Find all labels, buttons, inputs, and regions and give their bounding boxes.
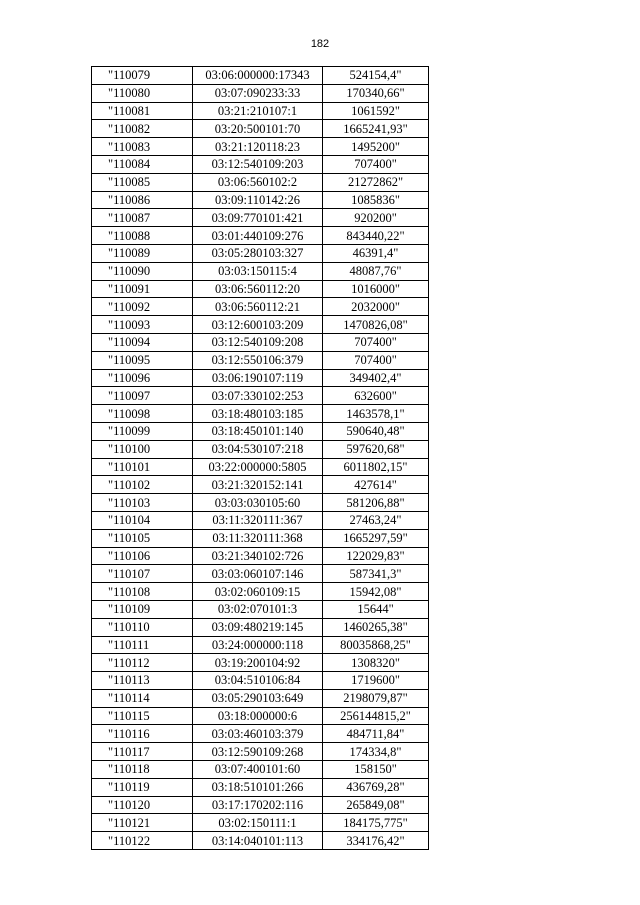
table-row: [92, 351, 429, 369]
table-row: [92, 227, 429, 245]
value-cell: 1719600": [323, 672, 429, 690]
cadastral-number-cell: 03:21:120118:23: [193, 138, 323, 156]
table-row: [92, 387, 429, 405]
row-id-cell: "110097: [92, 387, 193, 405]
table-row: [92, 672, 429, 690]
row-id-cell: "110122: [92, 832, 193, 850]
value-cell: 265849,08": [323, 796, 429, 814]
value-cell: 2198079,87": [323, 689, 429, 707]
cadastral-number-cell: 03:06:560112:21: [193, 298, 323, 316]
row-id-cell: "110103: [92, 494, 193, 512]
table-row: [92, 316, 429, 334]
table-row: [92, 102, 429, 120]
row-id-cell: "110121: [92, 814, 193, 832]
value-cell: 15942,08": [323, 583, 429, 601]
row-id-cell: "110115: [92, 707, 193, 725]
table-row: [92, 209, 429, 227]
table-row: [92, 333, 429, 351]
table-row: [92, 280, 429, 298]
value-cell: 80035868,25": [323, 636, 429, 654]
table-row: [92, 743, 429, 761]
value-cell: 334176,42": [323, 832, 429, 850]
cadastral-number-cell: 03:07:400101:60: [193, 761, 323, 779]
data-table: [91, 66, 429, 850]
cadastral-number-cell: 03:02:070101:3: [193, 600, 323, 618]
row-id-cell: "110081: [92, 102, 193, 120]
value-cell: 48087,76": [323, 262, 429, 280]
cadastral-number-cell: 03:14:040101:113: [193, 832, 323, 850]
table-row: [92, 618, 429, 636]
table-row: [92, 654, 429, 672]
value-cell: 1665297,59": [323, 529, 429, 547]
row-id-cell: "110095: [92, 351, 193, 369]
value-cell: 27463,24": [323, 511, 429, 529]
table-row: [92, 778, 429, 796]
cadastral-number-cell: 03:03:460103:379: [193, 725, 323, 743]
row-id-cell: "110112: [92, 654, 193, 672]
row-id-cell: "110082: [92, 120, 193, 138]
value-cell: 170340,66": [323, 84, 429, 102]
table-row: [92, 511, 429, 529]
value-cell: 1308320": [323, 654, 429, 672]
value-cell: 349402,4": [323, 369, 429, 387]
row-id-cell: "110079: [92, 67, 193, 85]
cadastral-number-cell: 03:12:590109:268: [193, 743, 323, 761]
cadastral-number-cell: 03:09:480219:145: [193, 618, 323, 636]
row-id-cell: "110117: [92, 743, 193, 761]
row-id-cell: "110116: [92, 725, 193, 743]
row-id-cell: "110085: [92, 173, 193, 191]
value-cell: 707400": [323, 351, 429, 369]
row-id-cell: "110089: [92, 244, 193, 262]
value-cell: 581206,88": [323, 494, 429, 512]
cadastral-number-cell: 03:12:540109:203: [193, 155, 323, 173]
value-cell: 707400": [323, 155, 429, 173]
table-row: [92, 583, 429, 601]
value-cell: 484711,84": [323, 725, 429, 743]
table-row: [92, 796, 429, 814]
row-id-cell: "110118: [92, 761, 193, 779]
table-row: [92, 565, 429, 583]
row-id-cell: "110120: [92, 796, 193, 814]
value-cell: 1460265,38": [323, 618, 429, 636]
cadastral-number-cell: 03:03:060107:146: [193, 565, 323, 583]
value-cell: 427614": [323, 476, 429, 494]
value-cell: 174334,8": [323, 743, 429, 761]
row-id-cell: "110110: [92, 618, 193, 636]
table-row: [92, 405, 429, 423]
cadastral-number-cell: 03:12:540109:208: [193, 333, 323, 351]
row-id-cell: "110093: [92, 316, 193, 334]
row-id-cell: "110105: [92, 529, 193, 547]
cadastral-number-cell: 03:05:280103:327: [193, 244, 323, 262]
cadastral-number-cell: 03:04:510106:84: [193, 672, 323, 690]
cadastral-number-cell: 03:02:150111:1: [193, 814, 323, 832]
row-id-cell: "110080: [92, 84, 193, 102]
cadastral-number-cell: 03:18:510101:266: [193, 778, 323, 796]
table-row: [92, 84, 429, 102]
cadastral-number-cell: 03:07:330102:253: [193, 387, 323, 405]
value-cell: 920200": [323, 209, 429, 227]
table-row: [92, 298, 429, 316]
cadastral-number-cell: 03:24:000000:118: [193, 636, 323, 654]
value-cell: 436769,28": [323, 778, 429, 796]
value-cell: 15644": [323, 600, 429, 618]
cadastral-number-cell: 03:07:090233:33: [193, 84, 323, 102]
table-row: [92, 173, 429, 191]
cadastral-number-cell: 03:21:210107:1: [193, 102, 323, 120]
table-row: [92, 707, 429, 725]
value-cell: 587341,3": [323, 565, 429, 583]
value-cell: 597620,68": [323, 440, 429, 458]
row-id-cell: "110096: [92, 369, 193, 387]
cadastral-number-cell: 03:01:440109:276: [193, 227, 323, 245]
cadastral-number-cell: 03:12:550106:379: [193, 351, 323, 369]
row-id-cell: "110088: [92, 227, 193, 245]
cadastral-number-cell: 03:11:320111:368: [193, 529, 323, 547]
value-cell: 632600": [323, 387, 429, 405]
table-row: [92, 725, 429, 743]
row-id-cell: "110094: [92, 333, 193, 351]
value-cell: 46391,4": [323, 244, 429, 262]
value-cell: 1061592": [323, 102, 429, 120]
row-id-cell: "110084: [92, 155, 193, 173]
value-cell: 1016000": [323, 280, 429, 298]
table-row: [92, 422, 429, 440]
value-cell: 256144815,2": [323, 707, 429, 725]
row-id-cell: "110109: [92, 600, 193, 618]
table-row: [92, 636, 429, 654]
cadastral-number-cell: 03:04:530107:218: [193, 440, 323, 458]
cadastral-number-cell: 03:06:560112:20: [193, 280, 323, 298]
row-id-cell: "110113: [92, 672, 193, 690]
table-row: [92, 832, 429, 850]
table-row: [92, 458, 429, 476]
value-cell: 2032000": [323, 298, 429, 316]
cadastral-number-cell: 03:09:110142:26: [193, 191, 323, 209]
cadastral-number-cell: 03:18:480103:185: [193, 405, 323, 423]
row-id-cell: "110100: [92, 440, 193, 458]
table-row: [92, 244, 429, 262]
cadastral-number-cell: 03:09:770101:421: [193, 209, 323, 227]
cadastral-number-cell: 03:19:200104:92: [193, 654, 323, 672]
cadastral-number-cell: 03:18:450101:140: [193, 422, 323, 440]
row-id-cell: "110106: [92, 547, 193, 565]
value-cell: 590640,48": [323, 422, 429, 440]
row-id-cell: "110101: [92, 458, 193, 476]
row-id-cell: "110083: [92, 138, 193, 156]
row-id-cell: "110098: [92, 405, 193, 423]
table-row: [92, 761, 429, 779]
table-row: [92, 547, 429, 565]
row-id-cell: "110108: [92, 583, 193, 601]
table-row: [92, 67, 429, 85]
value-cell: 21272862": [323, 173, 429, 191]
cadastral-number-cell: 03:11:320111:367: [193, 511, 323, 529]
table-row: [92, 494, 429, 512]
table-body: [92, 67, 429, 850]
row-id-cell: "110091: [92, 280, 193, 298]
cadastral-number-cell: 03:06:000000:17343: [193, 67, 323, 85]
table-row: [92, 155, 429, 173]
row-id-cell: "110086: [92, 191, 193, 209]
cadastral-number-cell: 03:03:030105:60: [193, 494, 323, 512]
table-row: [92, 262, 429, 280]
cadastral-number-cell: 03:22:000000:5805: [193, 458, 323, 476]
value-cell: 1470826,08": [323, 316, 429, 334]
cadastral-number-cell: 03:12:600103:209: [193, 316, 323, 334]
cadastral-number-cell: 03:06:190107:119: [193, 369, 323, 387]
value-cell: 524154,4": [323, 67, 429, 85]
row-id-cell: "110107: [92, 565, 193, 583]
page-number: 182: [310, 38, 330, 50]
value-cell: 1463578,1": [323, 405, 429, 423]
row-id-cell: "110090: [92, 262, 193, 280]
table-row: [92, 814, 429, 832]
cadastral-number-cell: 03:20:500101:70: [193, 120, 323, 138]
value-cell: 184175,775": [323, 814, 429, 832]
table-row: [92, 476, 429, 494]
cadastral-number-cell: 03:21:340102:726: [193, 547, 323, 565]
value-cell: 1495200": [323, 138, 429, 156]
table-row: [92, 440, 429, 458]
table-row: [92, 191, 429, 209]
cadastral-number-cell: 03:02:060109:15: [193, 583, 323, 601]
table-row: [92, 600, 429, 618]
cadastral-number-cell: 03:21:320152:141: [193, 476, 323, 494]
cadastral-number-cell: 03:17:170202:116: [193, 796, 323, 814]
cadastral-number-cell: 03:18:000000:6: [193, 707, 323, 725]
table-row: [92, 120, 429, 138]
value-cell: 6011802,15": [323, 458, 429, 476]
value-cell: 122029,83": [323, 547, 429, 565]
value-cell: 1665241,93": [323, 120, 429, 138]
value-cell: 158150": [323, 761, 429, 779]
table-row: [92, 689, 429, 707]
value-cell: 1085836": [323, 191, 429, 209]
row-id-cell: "110119: [92, 778, 193, 796]
row-id-cell: "110087: [92, 209, 193, 227]
row-id-cell: "110092: [92, 298, 193, 316]
row-id-cell: "110104: [92, 511, 193, 529]
row-id-cell: "110102: [92, 476, 193, 494]
table-row: [92, 529, 429, 547]
value-cell: 843440,22": [323, 227, 429, 245]
row-id-cell: "110111: [92, 636, 193, 654]
cadastral-number-cell: 03:05:290103:649: [193, 689, 323, 707]
row-id-cell: "110099: [92, 422, 193, 440]
cadastral-number-cell: 03:03:150115:4: [193, 262, 323, 280]
value-cell: 707400": [323, 333, 429, 351]
table-row: [92, 138, 429, 156]
row-id-cell: "110114: [92, 689, 193, 707]
table-row: [92, 369, 429, 387]
cadastral-number-cell: 03:06:560102:2: [193, 173, 323, 191]
